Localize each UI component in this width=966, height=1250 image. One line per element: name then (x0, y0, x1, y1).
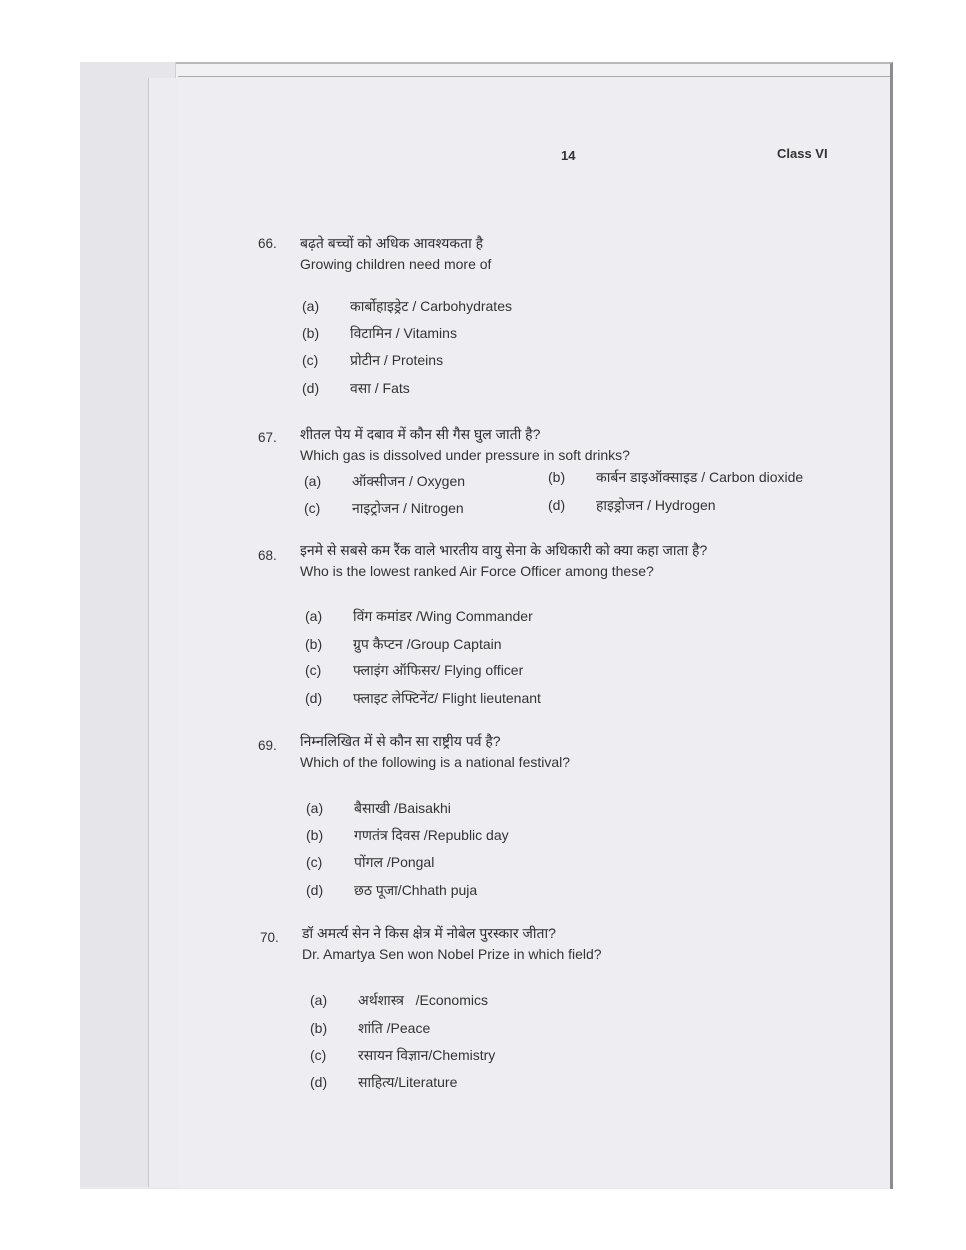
option-label: (b) (306, 827, 324, 843)
option-69-b (306, 826, 509, 845)
option-label: (a) (304, 473, 322, 489)
option-68-d (305, 689, 541, 708)
option-67-b (548, 468, 803, 487)
option-text: प्रोटीन / Proteins (350, 352, 444, 368)
option-text: ग्रुप कैप्टन /Group Captain (353, 636, 502, 652)
option-label: (b) (310, 1020, 328, 1036)
option-69-a (306, 799, 451, 818)
option-label: (c) (306, 854, 323, 870)
question-text-hindi: निम्नलिखित में से कौन सा राष्ट्रीय पर्व है? (300, 733, 501, 749)
option-text: अर्थशास्त्र /Economics (358, 992, 488, 1008)
option-label: (a) (302, 298, 320, 314)
option-text: कार्बन डाइऑक्साइड / Carbon dioxide (596, 469, 804, 485)
question-number: 68. (258, 548, 277, 563)
option-text: वसा / Fats (350, 380, 410, 396)
question-text-english: Who is the lowest ranked Air Force Officer among these? (300, 563, 654, 579)
option-label: (d) (306, 882, 324, 898)
exam-page (178, 76, 890, 1188)
option-69-d (306, 881, 477, 900)
option-text: फ्लाइट लेफ्टिनेंट/ Flight lieutenant (353, 690, 541, 706)
option-label: (d) (310, 1074, 328, 1090)
option-label: (a) (305, 608, 323, 624)
option-text: फ्लाइंग ऑफिसर/ Flying officer (353, 662, 524, 678)
option-70-c (310, 1046, 495, 1065)
option-67-a (304, 472, 465, 491)
option-label: (b) (302, 325, 320, 341)
question-text-hindi: शीतल पेय में दबाव में कौन सी गैस घुल जाती है? (300, 426, 541, 442)
option-label: (c) (305, 662, 322, 678)
option-label: (d) (302, 380, 320, 396)
option-label: (d) (548, 497, 566, 513)
option-text: विंग कमांडर /Wing Commander (353, 608, 533, 624)
option-text: नाइट्रोजन / Nitrogen (352, 500, 464, 516)
option-text: पोंगल /Pongal (354, 854, 435, 870)
option-70-b (310, 1019, 430, 1038)
option-label: (c) (304, 500, 321, 516)
option-label: (c) (302, 352, 319, 368)
question-text-english: Which of the following is a national festival? (300, 754, 571, 770)
option-label: (a) (310, 992, 328, 1008)
option-68-b (305, 635, 502, 654)
question-number: 66. (258, 236, 277, 251)
option-label: (a) (306, 800, 324, 816)
option-68-a (305, 607, 533, 626)
option-label: (d) (305, 690, 323, 706)
question-text-english: Dr. Amartya Sen won Nobel Prize in which field? (302, 946, 602, 962)
option-text: साहित्य/Literature (358, 1074, 458, 1090)
option-text: गणतंत्र दिवस /Republic day (354, 827, 509, 843)
option-text: बैसाखी /Baisakhi (354, 800, 451, 816)
option-68-c (305, 661, 523, 680)
question-number: 69. (258, 738, 277, 753)
option-66-d (302, 379, 410, 398)
option-69-c (306, 853, 434, 872)
option-text: शांति /Peace (358, 1020, 431, 1036)
option-text: ऑक्सीजन / Oxygen (352, 473, 466, 489)
option-label: (b) (548, 469, 566, 485)
option-67-d (548, 496, 716, 515)
option-66-c (302, 351, 443, 370)
option-66-b (302, 324, 457, 343)
option-70-a (310, 991, 488, 1010)
option-label: (b) (305, 636, 323, 652)
underlying-page-edge-2 (148, 78, 180, 1187)
class-label: Class VI (777, 146, 828, 161)
question-text-hindi: इनमे से सबसे कम रैंक वाले भारतीय वायु सेना के अधिकारी को क्या कहा जाता है? (300, 542, 708, 558)
question-text-hindi: डॉ अमर्त्य सेन ने किस क्षेत्र में नोबेल पुरस्कार जीता? (302, 925, 556, 941)
option-70-d (310, 1073, 457, 1092)
page-number: 14 (561, 148, 576, 163)
question-number: 67. (258, 430, 277, 445)
question-text-english: Growing children need more of (300, 256, 492, 272)
option-text: छठ पूजा/Chhath puja (354, 882, 478, 898)
option-66-a (302, 297, 512, 316)
option-label: (c) (310, 1047, 327, 1063)
option-text: विटामिन / Vitamins (350, 325, 457, 341)
question-text-english: Which gas is dissolved under pressure in soft drinks? (300, 447, 630, 463)
question-text-hindi: बढ़ते बच्चों को अधिक आवश्यकता है (300, 235, 484, 251)
question-number: 70. (260, 930, 279, 945)
option-67-c (304, 499, 464, 518)
option-text: हाइड्रोजन / Hydrogen (596, 497, 716, 513)
option-text: रसायन विज्ञान/Chemistry (358, 1047, 496, 1063)
option-text: कार्बोहाइड्रेट / Carbohydrates (350, 298, 512, 314)
